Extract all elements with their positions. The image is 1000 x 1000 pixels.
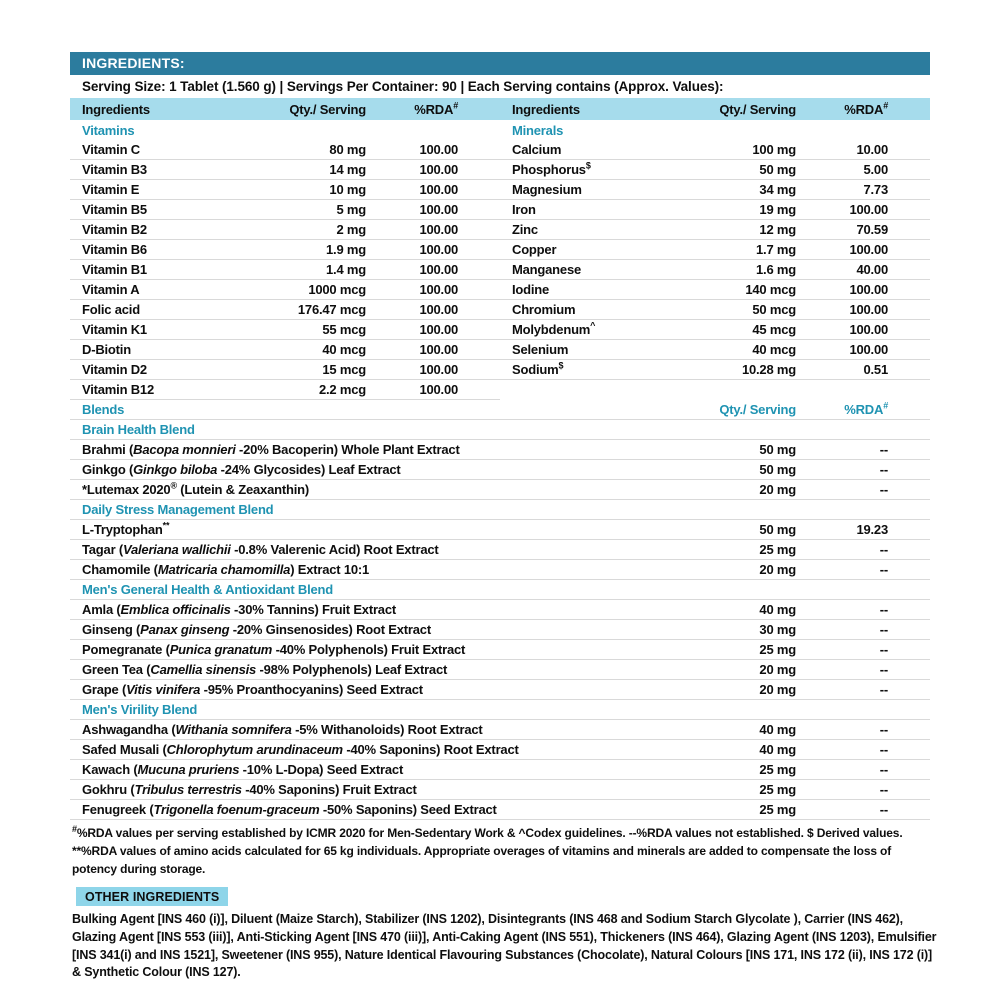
- rda-hash-superscript: #: [453, 100, 458, 111]
- ingredient-rda: 5.00: [863, 162, 888, 177]
- blend-item-qty: 25 mg: [759, 802, 796, 817]
- blend-item-rda: --: [879, 682, 888, 697]
- ingredient-name: D-Biotin: [82, 342, 131, 357]
- blend-item-rda: --: [879, 642, 888, 657]
- table-row: [500, 220, 930, 240]
- blend-item-qty: 20 mg: [759, 662, 796, 677]
- blends-header-row: [70, 400, 930, 420]
- vitamins-rows: [70, 140, 500, 400]
- blend-item-qty: 25 mg: [759, 762, 796, 777]
- ingredient-name: Vitamin C: [82, 142, 140, 157]
- vitamins-group-row: [70, 120, 500, 140]
- blend-item-rda: --: [879, 662, 888, 677]
- minerals-group-label: Minerals: [512, 122, 564, 138]
- rda-hash-superscript: #: [883, 400, 888, 411]
- blend-group-name: Brain Health Blend: [82, 422, 195, 437]
- column-header-row: [70, 98, 930, 120]
- ingredient-qty: 19 mg: [759, 202, 796, 217]
- ingredient-name: Iron: [512, 202, 536, 217]
- blend-item-rda: --: [879, 722, 888, 737]
- blend-items: [70, 440, 930, 500]
- col-rda-label: %RDA#: [844, 100, 888, 117]
- label-content: [70, 52, 937, 982]
- blend-item-row: [70, 600, 930, 620]
- table-row: [70, 280, 500, 300]
- ingredient-qty: 176.47 mcg: [297, 302, 366, 317]
- table-row: [70, 380, 500, 400]
- ingredient-qty: 2.2 mcg: [318, 382, 366, 397]
- blend-item-name: Amla (Emblica officinalis -30% Tannins) Fruit Extract: [82, 602, 396, 617]
- blend-item-row: [70, 440, 930, 460]
- blend-item-rda: --: [879, 482, 888, 497]
- blend-item-rda: --: [879, 762, 888, 777]
- ingredient-qty: 1.9 mg: [326, 242, 366, 257]
- ingredient-qty: 80 mg: [329, 142, 366, 157]
- ingredient-qty: 1000 mcg: [308, 282, 366, 297]
- table-row: [70, 200, 500, 220]
- table-row: [70, 320, 500, 340]
- ingredient-rda: 40.00: [856, 262, 888, 277]
- blend-item-rda: --: [879, 622, 888, 637]
- blend-item-qty: 50 mg: [759, 442, 796, 457]
- table-row: [70, 300, 500, 320]
- blend-item-row: [70, 720, 930, 740]
- blend-item-row: [70, 780, 930, 800]
- ingredient-name: Vitamin D2: [82, 362, 147, 377]
- ingredient-rda: 100.00: [849, 282, 888, 297]
- ingredient-qty: 55 mcg: [322, 322, 366, 337]
- ingredient-name: Vitamin B5: [82, 202, 147, 217]
- blend-item-row: [70, 680, 930, 700]
- blend-item-row: [70, 480, 930, 500]
- ingredient-qty: 10.28 mg: [741, 362, 796, 377]
- blend-item-name: Pomegranate (Punica granatum -40% Polyphenols) Fruit Extract: [82, 642, 466, 657]
- ingredient-rda: 0.51: [863, 362, 888, 377]
- blend-item-rda: --: [879, 782, 888, 797]
- vitamins-minerals-table: [70, 120, 930, 400]
- ingredient-name: Selenium: [512, 342, 569, 357]
- table-row: [70, 360, 500, 380]
- serving-info-line: Serving Size: 1 Tablet (1.560 g) | Servings Per Container: 90 | Each Serving contains (Approx. Values):: [82, 79, 724, 94]
- blend-item-rda: --: [879, 802, 888, 817]
- ingredient-rda: 100.00: [419, 362, 458, 377]
- ingredient-name: Sodium$: [512, 362, 564, 377]
- table-row: [70, 260, 500, 280]
- blend-item-row: [70, 640, 930, 660]
- blend-item-qty: 20 mg: [759, 482, 796, 497]
- table-row: [500, 160, 930, 180]
- blend-group-row: [70, 580, 930, 600]
- ingredient-rda: 100.00: [419, 322, 458, 337]
- blend-item-row: [70, 760, 930, 780]
- vitamins-column: [70, 120, 500, 400]
- blend-item-name: Tagar (Valeriana wallichii -0.8% Valerenic Acid) Root Extract: [82, 542, 439, 557]
- ingredient-rda: 100.00: [419, 262, 458, 277]
- minerals-group-row: [500, 120, 930, 140]
- blend-item-qty: 30 mg: [759, 622, 796, 637]
- blend-item-row: [70, 740, 930, 760]
- blend-item-row: [70, 660, 930, 680]
- ingredient-name: Vitamin B12: [82, 382, 154, 397]
- ingredient-rda: 100.00: [849, 242, 888, 257]
- blend-item-qty: 40 mg: [759, 722, 796, 737]
- blend-item-name: Kawach (Mucuna pruriens -10% L-Dopa) Seed Extract: [82, 762, 404, 777]
- blend-group-row: [70, 500, 930, 520]
- ingredient-rda: 100.00: [419, 242, 458, 257]
- col-rda-label: %RDA#: [414, 100, 458, 117]
- rda-footnote: #%RDA values per serving established by ICMR 2020 for Men-Sedentary Work & ^Codex guidelines. --%RDA values not established. $ Derived values. **%RDA values of amino acids calculated for 65 kg individuals. Appropriate overages of vitamins and minerals are added to compensate the loss of potency during storage.: [72, 824, 903, 876]
- ingredient-rda: 100.00: [849, 302, 888, 317]
- blend-item-rda: --: [879, 462, 888, 477]
- ingredient-qty: 5 mg: [336, 202, 366, 217]
- table-row: [500, 140, 930, 160]
- ingredient-name: Vitamin K1: [82, 322, 147, 337]
- ingredient-name: Copper: [512, 242, 557, 257]
- blend-group-row: [70, 420, 930, 440]
- rda-hash-superscript: #: [883, 100, 888, 111]
- blend-item-rda: --: [879, 742, 888, 757]
- ingredient-name: Folic acid: [82, 302, 140, 317]
- blend-item-name: Grape (Vitis vinifera -95% Proanthocyanins) Seed Extract: [82, 682, 423, 697]
- ingredient-rda: 100.00: [419, 222, 458, 237]
- blend-item-name: Chamomile (Matricaria chamomilla) Extract 10:1: [82, 562, 370, 577]
- blend-item-rda: --: [879, 562, 888, 577]
- blend-item-name: L-Tryptophan**: [82, 522, 170, 537]
- blend-item-name: Green Tea (Camellia sinensis -98% Polyphenols) Leaf Extract: [82, 662, 448, 677]
- table-row: [500, 300, 930, 320]
- table-row: [500, 360, 930, 380]
- blend-item-qty: 40 mg: [759, 742, 796, 757]
- ingredient-name: Zinc: [512, 222, 538, 237]
- ingredient-rda: 100.00: [419, 302, 458, 317]
- ingredient-rda: 70.59: [856, 222, 888, 237]
- ingredient-name: Iodine: [512, 282, 550, 297]
- blend-item-qty: 50 mg: [759, 462, 796, 477]
- blend-items: [70, 600, 930, 700]
- blend-item-name: Ashwagandha (Withania somnifera -5% Withanoloids) Root Extract: [82, 722, 483, 737]
- ingredient-qty: 1.4 mg: [326, 262, 366, 277]
- right-column-header: [500, 98, 930, 120]
- table-row: [70, 140, 500, 160]
- ingredient-rda: 10.00: [856, 142, 888, 157]
- ingredient-qty: 14 mg: [329, 162, 366, 177]
- blend-item-qty: 25 mg: [759, 782, 796, 797]
- blend-item-row: [70, 540, 930, 560]
- ingredient-qty: 2 mg: [336, 222, 366, 237]
- ingredient-qty: 100 mg: [752, 142, 796, 157]
- blend-item-rda: --: [879, 602, 888, 617]
- ingredient-qty: 12 mg: [759, 222, 796, 237]
- blend-item-qty: 25 mg: [759, 642, 796, 657]
- ingredient-rda: 100.00: [419, 162, 458, 177]
- blend-group-row: [70, 700, 930, 720]
- table-row: [70, 160, 500, 180]
- table-row: [70, 180, 500, 200]
- left-column-header: [70, 98, 500, 120]
- minerals-column: [500, 120, 930, 380]
- ingredient-rda: 100.00: [419, 182, 458, 197]
- blend-item-name: Brahmi (Bacopa monnieri -20% Bacoperin) Whole Plant Extract: [82, 442, 460, 457]
- blend-item-qty: 25 mg: [759, 542, 796, 557]
- blend-item-rda: --: [879, 442, 888, 457]
- col-qty-label: Qty./ Serving: [289, 101, 366, 117]
- table-row: [70, 220, 500, 240]
- ingredient-rda: 100.00: [849, 202, 888, 217]
- ingredient-qty: 50 mg: [759, 162, 796, 177]
- blends-rda-label: %RDA#: [844, 400, 888, 417]
- ingredient-rda: 100.00: [419, 382, 458, 397]
- col-qty-label: Qty./ Serving: [719, 101, 796, 117]
- blend-item-name: Fenugreek (Trigonella foenum-graceum -50% Saponins) Seed Extract: [82, 802, 497, 817]
- ingredient-name: Molybdenum^: [512, 322, 596, 337]
- table-row: [70, 340, 500, 360]
- ingredient-rda: 7.73: [863, 182, 888, 197]
- blend-item-name: Gokhru (Tribulus terrestris -40% Saponins) Fruit Extract: [82, 782, 417, 797]
- ingredient-name: Vitamin A: [82, 282, 140, 297]
- blend-item-row: [70, 800, 930, 820]
- ingredient-rda: 100.00: [419, 282, 458, 297]
- table-row: [70, 240, 500, 260]
- table-row: [500, 320, 930, 340]
- ingredient-qty: 140 mcg: [745, 282, 796, 297]
- ingredient-qty: 34 mg: [759, 182, 796, 197]
- footnote-hash-superscript: #: [72, 824, 77, 834]
- blend-item-qty: 40 mg: [759, 602, 796, 617]
- table-row: [500, 180, 930, 200]
- ingredient-name: Magnesium: [512, 182, 582, 197]
- ingredient-qty: 40 mcg: [322, 342, 366, 357]
- blend-item-row: [70, 560, 930, 580]
- ingredient-rda: 100.00: [849, 322, 888, 337]
- minerals-rows: [500, 140, 930, 380]
- blend-group-name: Daily Stress Management Blend: [82, 502, 274, 517]
- ingredient-name: Vitamin E: [82, 182, 140, 197]
- ingredient-qty: 40 mcg: [752, 342, 796, 357]
- ingredient-name: Vitamin B6: [82, 242, 147, 257]
- ingredient-name: Vitamin B1: [82, 262, 147, 277]
- table-row: [500, 340, 930, 360]
- other-ingredients-text: Bulking Agent [INS 460 (i)], Diluent (Maize Starch), Stabilizer (INS 1202), Disintegrants (INS 468 and Sodium Starch Glycolate ), Carrier (INS 462), Glazing Agent [INS 553 (iii)], Anti-Sticking Agent [INS 470 (iii)], Anti-Caking Agent (INS 551), Thickeners (INS 464), Glazing Agent (INS 1203), Emulsifier [INS 341(i) and INS 1521], Sweetener (INS 955), Nature Identical Flavouring Substances (Chocolate), Natural Colours [INS 171, INS 172 (ii), INS 172 (i)] & Synthetic Colour (INS 127).: [72, 912, 937, 980]
- blend-item-rda: --: [879, 542, 888, 557]
- ingredient-qty: 10 mg: [329, 182, 366, 197]
- ingredient-rda: 100.00: [419, 342, 458, 357]
- blend-item-name: Ginseng (Panax ginseng -20% Ginsenosides) Root Extract: [82, 622, 431, 637]
- table-row: [500, 280, 930, 300]
- table-row: [500, 260, 930, 280]
- blend-item-row: [70, 520, 930, 540]
- ingredient-name: Chromium: [512, 302, 576, 317]
- col-ingredients-label: Ingredients: [82, 101, 150, 117]
- ingredient-rda: 100.00: [849, 342, 888, 357]
- blends-qty-label: Qty./ Serving: [719, 402, 796, 417]
- other-ingredients-heading: OTHER INGREDIENTS: [76, 887, 228, 906]
- ingredient-name: Vitamin B2: [82, 222, 147, 237]
- blends-label: Blends: [82, 402, 125, 417]
- vitamins-group-label: Vitamins: [82, 122, 135, 138]
- ingredient-qty: 1.6 mg: [756, 262, 796, 277]
- ingredient-qty: 15 mcg: [322, 362, 366, 377]
- ingredient-rda: 100.00: [419, 142, 458, 157]
- ingredient-qty: 50 mcg: [752, 302, 796, 317]
- blend-items: [70, 520, 930, 580]
- ingredient-qty: 45 mcg: [752, 322, 796, 337]
- table-row: [500, 240, 930, 260]
- ingredient-name: Vitamin B3: [82, 162, 147, 177]
- col-ingredients-label: Ingredients: [512, 101, 580, 117]
- ingredient-name: Manganese: [512, 262, 582, 277]
- blend-item-rda: 19.23: [856, 522, 888, 537]
- ingredients-title-bar: INGREDIENTS:: [70, 52, 930, 75]
- blend-item-row: [70, 460, 930, 480]
- blend-item-qty: 20 mg: [759, 562, 796, 577]
- blend-items: [70, 720, 930, 820]
- blend-group-name: Men's Virility Blend: [82, 702, 198, 717]
- table-row: [500, 200, 930, 220]
- ingredient-name: Calcium: [512, 142, 562, 157]
- blend-item-name: Ginkgo (Ginkgo biloba -24% Glycosides) Leaf Extract: [82, 462, 401, 477]
- ingredient-qty: 1.7 mg: [756, 242, 796, 257]
- blend-item-qty: 20 mg: [759, 682, 796, 697]
- blend-item-row: [70, 620, 930, 640]
- ingredient-rda: 100.00: [419, 202, 458, 217]
- blend-item-qty: 50 mg: [759, 522, 796, 537]
- blend-item-name: *Lutemax 2020® (Lutein & Zeaxanthin): [82, 482, 309, 497]
- blend-item-name: Safed Musali (Chlorophytum arundinaceum -40% Saponins) Root Extract: [82, 742, 519, 757]
- blend-group-name: Men's General Health & Antioxidant Blend: [82, 582, 334, 597]
- ingredient-name: Phosphorus$: [512, 162, 591, 177]
